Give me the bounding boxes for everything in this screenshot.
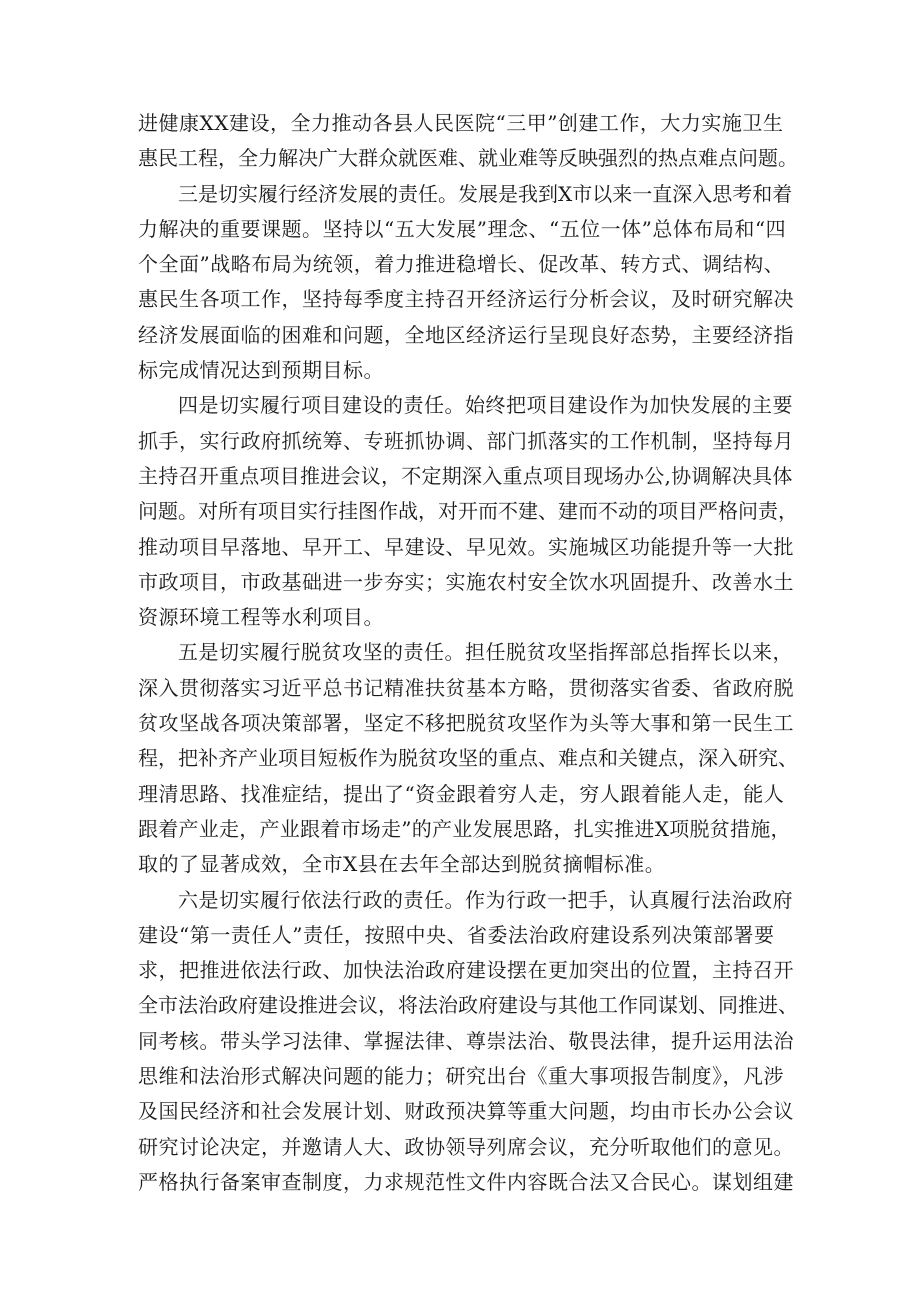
text-line: 严格执行备案审查制度，力求规范性文件内容既合法又合民心。谋划组建 [138, 1169, 794, 1194]
text-line: 经济发展面临的困难和问题，全地区经济运行呈现良好态势，主要经济指 [138, 322, 794, 347]
text-line: 建设“第一责任人”责任，按照中央、省委法治政府建设系列决策部署要 [138, 922, 775, 947]
text-line: 同考核。带头学习法律、掌握法律、尊崇法治、敬畏法律，提升运用法治 [138, 1028, 794, 1053]
text-line: 标完成情况达到预期目标。 [138, 358, 384, 383]
text-line: 个全面”战略布局为统领，着力推进稳增长、促改革、转方式、调结构、 [138, 252, 785, 277]
text-line: 惠民生各项工作，坚持每季度主持召开经济运行分析会议，及时研究解决 [138, 287, 794, 312]
text-line: 进健康XX建设，全力推动各县人民医院“三甲”创建工作，大力实施卫生 [138, 111, 784, 135]
text-line: 抓手，实行政府抓统筹、专班抓协调、部门抓落实的工作机制，坚持每月 [138, 428, 794, 453]
text-line: 思维和法治形式解决问题的能力；研究出台《重大事项报告制度》，凡涉 [138, 1064, 784, 1089]
text-line: 全市法治政府建设推进会议，将法治政府建设与其他工作同谋划、同推进、 [138, 993, 798, 1018]
text-line: 市政项目，市政基础进一步夯实；实施农村安全饮水巩固提升、改善水土 [138, 569, 794, 594]
text-line: 理清思路、找准症结，提出了“资金跟着穷人走，穷人跟着能人走，能人 [138, 781, 785, 806]
text-line: 推动项目早落地、早开工、早建设、早见效。实施城区功能提升等一大批 [138, 534, 794, 559]
document-body [138, 106, 798, 1200]
text-line: 力解决的重要课题。坚持以“五大发展”理念、“五位一体”总体布局和“四 [138, 216, 787, 241]
paragraph-first-line: 四是切实履行项目建设的责任。始终把项目建设作为加快发展的主要 [178, 393, 793, 418]
text-line: 跟着产业走，产业跟着市场走”的产业发展思路，扎实推进X项脱贫措施， [138, 816, 791, 841]
text-line: 资源环境工程等水利项目。 [138, 605, 384, 630]
text-line: 惠民工程，全力解决广大群众就医难、就业难等反映强烈的热点难点问题。 [138, 146, 798, 171]
text-line: 研究讨论决定，并邀请人大、政协领导列席会议，充分听取他们的意见。 [138, 1134, 794, 1159]
paragraph-first-line: 三是切实履行经济发展的责任。发展是我到X市以来一直深入思考和着 [178, 181, 793, 206]
text-line: 取的了显著成效，全市X县在去年全部达到脱贫摘帽标准。 [138, 852, 666, 877]
text-line: 主持召开重点项目推进会议，不定期深入重点项目现场办公,协调解决具体 [138, 463, 793, 488]
text-line: 深入贯彻落实习近平总书记精准扶贫基本方略，贯彻落实省委、省政府脱 [138, 675, 794, 700]
text-line: 求，把推进依法行政、加快法治政府建设摆在更加突出的位置，主持召开 [138, 958, 794, 983]
text-line: 程，把补齐产业项目短板作为脱贫攻坚的重点、难点和关键点，深入研究、 [138, 746, 798, 771]
text-line: 贫攻坚战各项决策部署，坚定不移把脱贫攻坚作为头等大事和第一民生工 [138, 711, 794, 736]
paragraph-first-line: 五是切实履行脱贫攻坚的责任。担任脱贫攻坚指挥部总指挥长以来， [178, 640, 793, 665]
text-line: 及国民经济和社会发展计划、财政预决算等重大问题，均由市长办公会议 [138, 1099, 794, 1124]
paragraph-first-line: 六是切实履行依法行政的责任。作为行政一把手，认真履行法治政府 [178, 887, 793, 912]
text-line: 问题。对所有项目实行挂图作战，对开而不建、建而不动的项目严格问责， [138, 499, 798, 524]
